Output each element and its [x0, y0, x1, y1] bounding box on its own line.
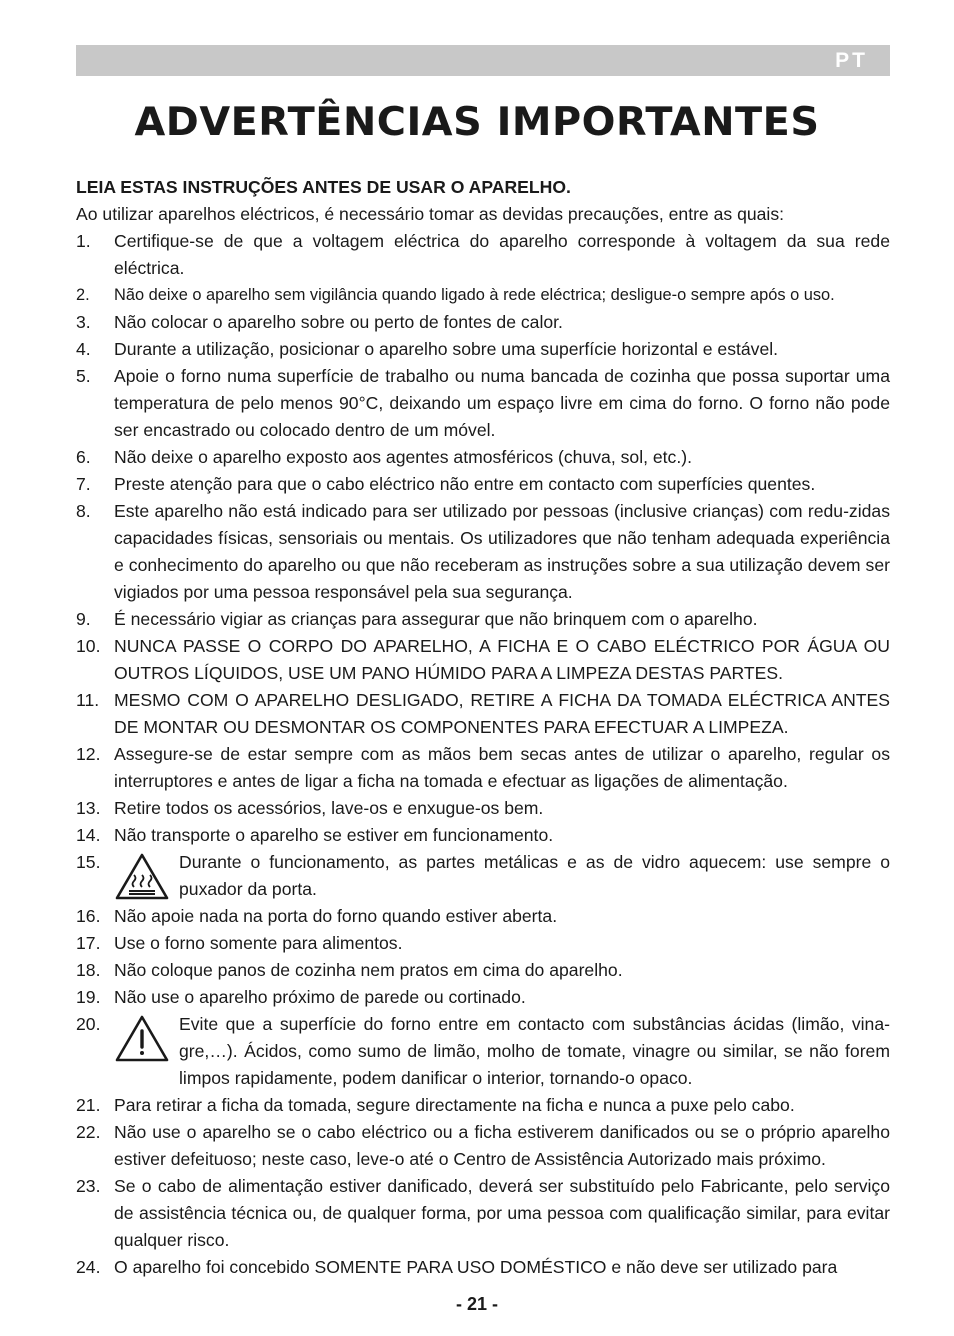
warning-icon: [114, 1013, 170, 1063]
list-item: [76, 741, 890, 795]
item-number: 24.: [76, 1257, 101, 1277]
list-item: [76, 687, 890, 741]
item-number: 9.: [76, 609, 91, 629]
list-item: [76, 282, 890, 309]
list-item: [76, 849, 890, 903]
item-text: Durante o funcionamento, as partes metálicas e as de vidro aquecem: use sempre o puxador da porta.: [179, 852, 890, 899]
item-number: 5.: [76, 366, 91, 386]
list-item: [76, 903, 890, 930]
list-item: [76, 957, 890, 984]
item-number: 11.: [76, 690, 100, 710]
list-item: [76, 795, 890, 822]
page-title: ADVERTÊNCIAS IMPORTANTES: [134, 100, 820, 145]
item-text: Evite que a superfície do forno entre em contacto com substâncias ácidas (limão, vina-gre,…). Ácidos, como sumo de limão, molho de tomate, vinagre ou similar, se não forem limpos rapidamente, podem danificar o interior, tornando-o opaco.: [179, 1014, 890, 1088]
item-number: 8.: [76, 501, 91, 521]
item-number: 20.: [76, 1014, 101, 1034]
item-text: Não transporte o aparelho se estiver em funcionamento.: [114, 825, 554, 845]
item-number: 13.: [76, 798, 101, 818]
item-text: Não deixe o aparelho sem vigilância quando ligado à rede eléctrica; desligue-o sempre após o uso.: [114, 286, 835, 304]
item-text: Assegure-se de estar sempre com as mãos bem secas antes de utilizar o aparelho, regular os interruptores e antes de ligar a ficha na tomada e efectuar as ligações de alimentação.: [114, 744, 890, 791]
item-number: 6.: [76, 447, 91, 467]
item-number: 3.: [76, 312, 91, 332]
item-number: 2.: [76, 286, 90, 304]
list-item: [76, 1254, 890, 1281]
list-item: [76, 309, 890, 336]
page-number: - 21 -: [455, 1294, 498, 1314]
item-text: É necessário vigiar as crianças para assegurar que não brinquem com o aparelho.: [114, 609, 758, 629]
language-code: PT: [835, 49, 868, 72]
item-number: 18.: [76, 960, 101, 980]
item-text: Apoie o forno numa superfície de trabalho ou numa bancada de cozinha que possa suportar uma temperatura de pelo menos 90°C, deixando um espaço livre em cima do forno. O forno não pode ser encastrado ou colocado dentro de um móvel.: [114, 366, 890, 440]
list-item: [76, 1011, 890, 1092]
item-number: 22.: [76, 1122, 101, 1142]
item-text: Retire todos os acessórios, lave-os e enxugue-os bem.: [114, 798, 544, 818]
language-bar: [76, 45, 890, 76]
item-text: Durante a utilização, posicionar o aparelho sobre uma superfície horizontal e estável.: [114, 339, 779, 359]
item-number: 4.: [76, 339, 91, 359]
item-number: 12.: [76, 744, 101, 764]
item-number: 1.: [76, 231, 91, 251]
list-item: [76, 633, 890, 687]
list-item: [76, 1119, 890, 1173]
item-text: Certifique-se de que a voltagem eléctrica do aparelho corresponde à voltagem da sua rede eléctrica.: [114, 231, 890, 278]
warnings-content: [76, 174, 890, 1281]
item-text: MESMO COM O APARELHO DESLIGADO, RETIRE A FICHA DA TOMADA ELÉCTRICA ANTES DE MONTAR OU DESMONTAR OS COMPONENTES PARA EFECTUAR A LIMPEZA.: [114, 690, 890, 737]
intro-text: Ao utilizar aparelhos eléctricos, é necessário tomar as devidas precauções, entre as quais:: [76, 204, 785, 224]
list-item: [76, 444, 890, 471]
item-number: 23.: [76, 1176, 101, 1196]
item-text: Este aparelho não está indicado para ser utilizado por pessoas (inclusive crianças) com redu-zidas capacidades físicas, sensoriais ou mentais. Os utilizadores que não tenham adequada experiência e conhecimento do aparelho ou que não receberam as instruções sobre a sua utilização devem ser vigiados por uma pessoa responsável pela sua segurança.: [114, 501, 890, 602]
item-text: NUNCA PASSE O CORPO DO APARELHO, A FICHA E O CABO ELÉCTRICO POR ÁGUA OU OUTROS LÍQUIDOS, USE UM PANO HÚMIDO PARA A LIMPEZA DESTAS PARTES.: [114, 636, 890, 683]
item-text: Não colocar o aparelho sobre ou perto de fontes de calor.: [114, 312, 563, 332]
item-number: 10.: [76, 636, 101, 656]
item-text: Se o cabo de alimentação estiver danificado, deverá ser substituído pelo Fabricante, pelo serviço de assistência técnica ou, de qualquer forma, por uma pessoa com qualificação similar, para evitar qualquer risco.: [114, 1176, 890, 1250]
list-item: [76, 606, 890, 633]
item-text: Não apoie nada na porta do forno quando estiver aberta.: [114, 906, 558, 926]
list-item: [76, 471, 890, 498]
item-text: Preste atenção para que o cabo eléctrico não entre em contacto com superfícies quentes.: [114, 474, 816, 494]
item-number: 7.: [76, 474, 91, 494]
item-text: Não use o aparelho próximo de parede ou cortinado.: [114, 987, 526, 1007]
instructions-heading: LEIA ESTAS INSTRUÇÕES ANTES DE USAR O APARELHO.: [76, 177, 571, 197]
list-item: [76, 930, 890, 957]
list-item: [76, 822, 890, 849]
hot-surface-icon: [114, 851, 170, 901]
item-text: O aparelho foi concebido SOMENTE PARA USO DOMÉSTICO e não deve ser utilizado para: [114, 1257, 838, 1277]
item-number: 15.: [76, 852, 101, 872]
item-text: Não use o aparelho se o cabo eléctrico ou a ficha estiverem danificados ou se o próprio aparelho estiver defeituoso; neste caso, leve-o até o Centro de Assistência Autorizado mais próximo.: [114, 1122, 890, 1169]
list-item: [76, 363, 890, 444]
list-item: [76, 336, 890, 363]
item-number: 16.: [76, 906, 101, 926]
list-item: [76, 984, 890, 1011]
list-item: [76, 1092, 890, 1119]
list-item: [76, 498, 890, 606]
item-number: 21.: [76, 1095, 101, 1115]
warnings-list: [76, 228, 890, 1281]
item-number: 17.: [76, 933, 101, 953]
item-text: Não deixe o aparelho exposto aos agentes atmosféricos (chuva, sol, etc.).: [114, 447, 692, 467]
item-number: 19.: [76, 987, 101, 1007]
list-item: [76, 1173, 890, 1254]
item-text: Use o forno somente para alimentos.: [114, 933, 403, 953]
item-text: Para retirar a ficha da tomada, segure directamente na ficha e nunca a puxe pelo cabo.: [114, 1095, 795, 1115]
item-text: Não coloque panos de cozinha nem pratos em cima do aparelho.: [114, 960, 623, 980]
item-number: 14.: [76, 825, 101, 845]
list-item: [76, 228, 890, 282]
